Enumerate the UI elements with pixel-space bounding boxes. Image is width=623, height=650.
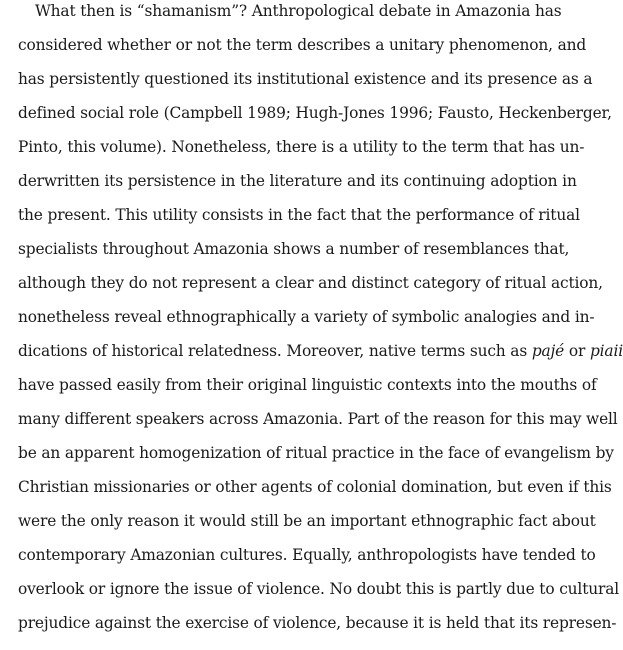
text-line-19: prejudice against the exercise of violence, because it is held that its represen- xyxy=(18,614,617,632)
document-page xyxy=(18,0,623,646)
text-line-7: the present. This utility consists in the fact that the performance of ritual xyxy=(18,206,580,224)
text-line-12: have passed easily from their original linguistic contexts into the mouths of xyxy=(18,376,597,394)
text-line-11 xyxy=(18,340,623,374)
text-line-4: defined social role (Campbell 1989; Hugh-Jones 1996; Fausto, Heckenberger, xyxy=(18,104,612,122)
text-line-5: Pinto, this volume). Nonetheless, there is a utility to the term that has un- xyxy=(18,138,585,156)
text-line-15: Christian missionaries or other agents of colonial domination, but even if this xyxy=(18,478,612,496)
text-line-11-start: dications of historical relatedness. Moreover, native terms such as xyxy=(18,342,532,360)
text-line-9: although they do not represent a clear and distinct category of ritual action, xyxy=(18,274,603,292)
text-line-13: many different speakers across Amazonia. Part of the reason for this may well xyxy=(18,410,618,428)
text-line-2: considered whether or not the term describes a unitary phenomenon, and xyxy=(18,36,587,54)
text-line-3: has persistently questioned its institutional existence and its presence as a xyxy=(18,70,593,88)
text-line-6: derwritten its persistence in the literature and its continuing adoption in xyxy=(18,172,577,190)
text-line-18: overlook or ignore the issue of violence. No doubt this is partly due to cultural xyxy=(18,580,619,598)
text-line-14: be an apparent homogenization of ritual practice in the face of evangelism by xyxy=(18,444,614,462)
term-piaii: piaii xyxy=(589,342,623,360)
text-line-17: contemporary Amazonian cultures. Equally, anthropologists have tended to xyxy=(18,546,596,564)
text-line-16: were the only reason it would still be an important ethnographic fact about xyxy=(18,512,596,530)
term-paje: pajé xyxy=(531,342,565,360)
text-line-11-middle: or xyxy=(564,342,590,360)
text-line-1: What then is “shamanism”? Anthropological debate in Amazonia has xyxy=(35,2,562,20)
text-line-8: specialists throughout Amazonia shows a number of resemblances that, xyxy=(18,240,570,258)
text-line-10: nonetheless reveal ethnographically a variety of symbolic analogies and in- xyxy=(18,308,595,326)
